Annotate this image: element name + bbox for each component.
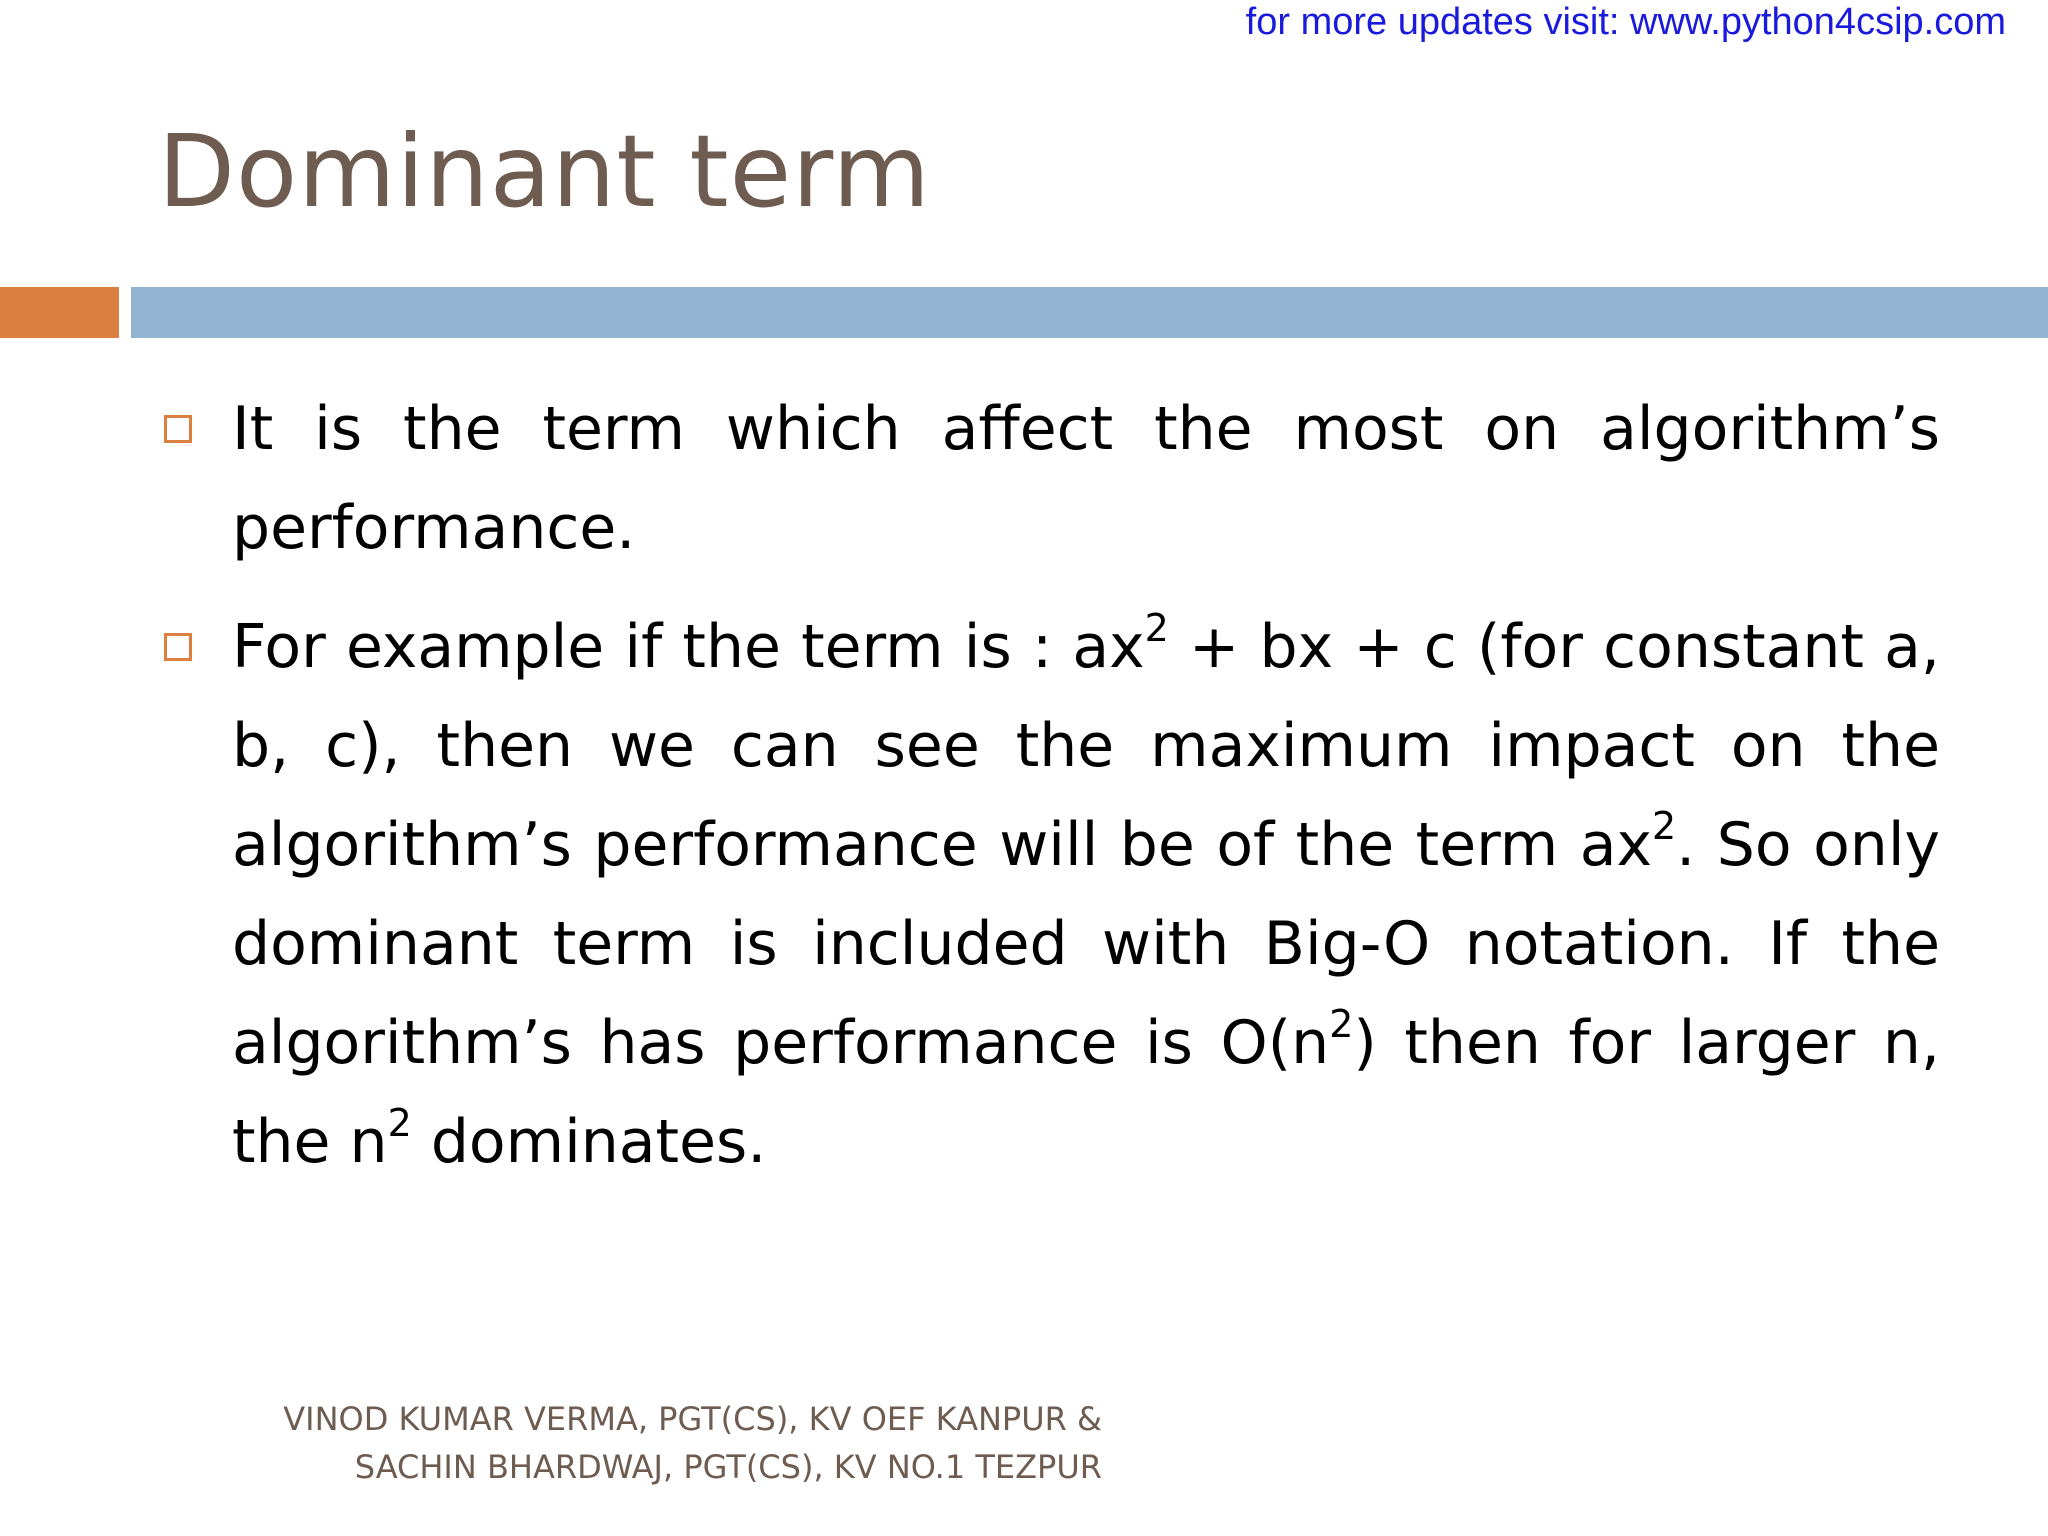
superscript: 2 [1329, 1002, 1354, 1046]
square-bullet-icon [164, 633, 192, 661]
title-divider-bar [131, 287, 2048, 338]
watermark-link[interactable]: for more updates visit: www.python4csip.com [1245, 1, 2006, 43]
bullet-text: It is the term which affect the most on algorithm’s performance. [232, 394, 1940, 563]
footer-line: SACHIN BHARDWAJ, PGT(CS), KV NO.1 TEZPUR [354, 1448, 1102, 1486]
superscript: 2 [1651, 804, 1677, 848]
footer-line: VINOD KUMAR VERMA, PGT(CS), KV OEF KANPUR & [283, 1400, 1102, 1438]
bullet-item [160, 380, 1940, 578]
title-accent-bar [0, 287, 119, 338]
slide-title: Dominant term [158, 113, 931, 230]
bullet-text-part: dominates. [411, 1107, 767, 1177]
superscript: 2 [1144, 606, 1169, 650]
bullet-list [160, 380, 1940, 1192]
bullet-text-part: + bx + c (for constant a, b, c), then we can see the maximum impact on the algorithm’s performance will be of the term ax [232, 612, 1940, 880]
bullet-text-part: For example if the term is : ax [232, 612, 1145, 682]
bullet-text-part: . So only dominant term is included with Big-O notation. If the algorithm’s has performance is O(n [232, 810, 1940, 1078]
superscript: 2 [387, 1101, 412, 1145]
bullet-item [160, 598, 1940, 1192]
square-bullet-icon [164, 415, 192, 443]
bullet-text-part: ) then for larger n, the n [232, 1008, 1940, 1177]
slide-footer [160, 1395, 1102, 1491]
